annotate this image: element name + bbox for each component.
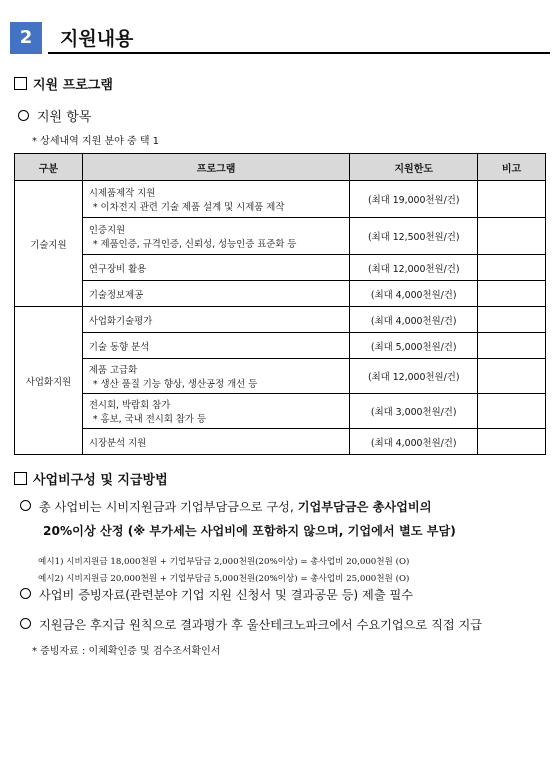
program-heading (14, 74, 113, 93)
program-name: 제품 고급화 (88, 365, 138, 376)
program-cell (82, 394, 349, 429)
table-row (15, 218, 546, 255)
program-name: 연구장비 활용 (88, 263, 147, 275)
budget-heading (14, 469, 168, 488)
table-row (15, 429, 546, 455)
header-limit: 지원한도 (350, 154, 478, 181)
limit-cell: (최대 19,000천원/건) (350, 181, 478, 218)
limit-cell: (최대 12,000천원/건) (350, 359, 478, 394)
header-program: 프로그램 (82, 154, 349, 181)
example-2: 예시2) 시비지원금 20,000천원 + 기업부담금 5,000천원(20%이상) = 총사업비 25,000천원 (O) (38, 574, 410, 584)
limit-cell: (최대 4,000천원/건) (350, 429, 478, 455)
program-name: 기술 동향 분석 (88, 341, 150, 353)
category-cell: 사업화지원 (15, 307, 83, 455)
remarks-cell (478, 181, 546, 218)
program-detail: * 이차전지 관련 기술 제품 설계 및 시제품 제작 (92, 202, 285, 213)
budget-b1-bold2: 20%이상 산정 (※ 부가세는 사업비에 포함하지 않으며, 기업에서 별도 부담) (43, 524, 456, 538)
header-category: 구분 (15, 154, 83, 181)
limit-cell: (최대 4,000천원/건) (350, 281, 478, 307)
remarks-cell (478, 218, 546, 255)
table-row (15, 281, 546, 307)
bullet-circle-icon (20, 588, 31, 599)
remarks-cell (478, 359, 546, 394)
program-name: 시제품제작 지원 (88, 188, 156, 199)
budget-b1-bold1: 기업부담금은 총사업비의 (297, 500, 432, 514)
table-header-row (15, 154, 546, 181)
budget-b2-text: 사업비 증빙자료(관련분야 기업 지원 신청서 및 결과공문 등) 제출 필수 (39, 588, 414, 602)
bullet-circle-icon (18, 110, 29, 121)
program-name: 시장분석 지원 (88, 437, 147, 449)
table-row (15, 359, 546, 394)
support-table (14, 153, 546, 455)
program-cell (82, 218, 349, 255)
program-cell (82, 429, 349, 455)
bullet-circle-icon (20, 500, 31, 511)
limit-cell: (최대 4,000천원/건) (350, 307, 478, 333)
section-rule (48, 52, 550, 54)
checkbox-square-icon (14, 77, 27, 90)
limit-cell: (최대 3,000천원/건) (350, 394, 478, 429)
program-note: * 상세내역 지원 분야 중 택 1 (32, 136, 160, 147)
remarks-cell (478, 307, 546, 333)
category-cell: 기술지원 (15, 181, 83, 307)
remarks-cell (478, 394, 546, 429)
program-detail: * 생산 품질 기능 향상, 생산공정 개선 등 (92, 379, 258, 390)
remarks-cell (478, 281, 546, 307)
example-1: 예시1) 시비지원금 18,000천원 + 기업부담금 2,000천원(20%이상) = 총사업비 20,000천원 (O) (38, 557, 410, 567)
program-name: 인증지원 (88, 225, 126, 236)
program-detail: * 제품인증, 규격인증, 신뢰성, 성능인증 표준화 등 (92, 239, 297, 250)
header-remarks: 비고 (478, 154, 546, 181)
remarks-cell (478, 333, 546, 359)
table-row (15, 333, 546, 359)
limit-cell: (최대 12,000천원/건) (350, 255, 478, 281)
budget-bullet-1 (20, 496, 431, 518)
section-number: 2 (10, 22, 42, 54)
section-title: 지원내용 (60, 28, 134, 50)
program-subheading-text: 지원 항목 (37, 110, 92, 125)
budget-bullet-3 (20, 614, 482, 636)
budget-b3-text: 지원금은 후지급 원칙으로 결과평가 후 울산테크노파크에서 수요기업으로 직접 지급 (39, 618, 483, 632)
program-cell (82, 307, 349, 333)
program-name: 사업화기술평가 (88, 315, 153, 327)
program-subheading (18, 106, 91, 125)
checkbox-square-icon (14, 472, 27, 485)
program-cell (82, 359, 349, 394)
program-name: 기술정보제공 (88, 289, 144, 301)
program-cell (82, 281, 349, 307)
program-heading-text: 지원 프로그램 (33, 78, 113, 93)
table-row (15, 255, 546, 281)
remarks-cell (478, 429, 546, 455)
evidence-note: * 증빙자료 : 이체확인증 및 검수조서확인서 (32, 646, 221, 657)
section-header (10, 22, 540, 54)
table-row (15, 181, 546, 218)
table-row (15, 307, 546, 333)
budget-b1-plain: 총 사업비는 시비지원금과 기업부담금으로 구성, (39, 500, 294, 514)
table-row (15, 394, 546, 429)
bullet-circle-icon (20, 618, 31, 629)
remarks-cell (478, 255, 546, 281)
budget-bullet-2 (20, 584, 413, 606)
program-detail: * 홍보, 국내 전시회 참가 등 (92, 414, 207, 425)
program-cell (82, 181, 349, 218)
limit-cell: (최대 12,500천원/건) (350, 218, 478, 255)
program-cell (82, 255, 349, 281)
program-name: 전시회, 박람회 참가 (88, 400, 171, 411)
program-cell (82, 333, 349, 359)
budget-heading-text: 사업비구성 및 지급방법 (33, 473, 168, 488)
budget-bullet-1-cont (43, 520, 456, 542)
limit-cell: (최대 5,000천원/건) (350, 333, 478, 359)
